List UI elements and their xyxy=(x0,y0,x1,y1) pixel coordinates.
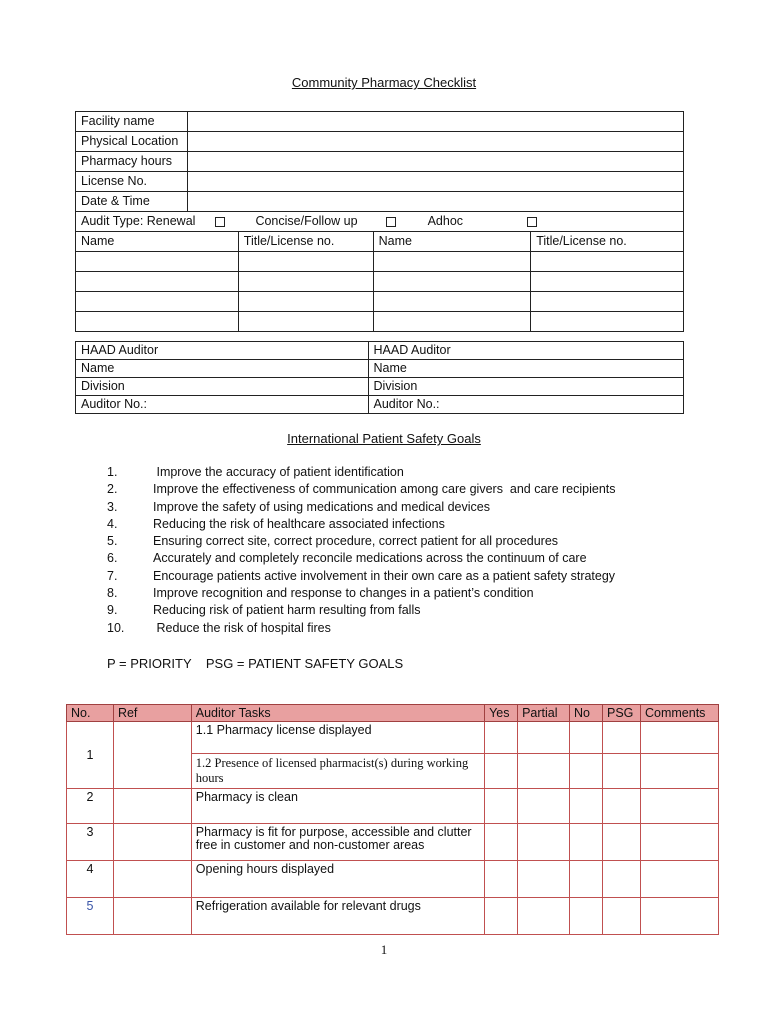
row-number: 5 xyxy=(67,898,114,935)
table-row xyxy=(67,789,719,824)
table-row xyxy=(67,861,719,898)
list-item: 2. Improve the effectiveness of communication among care givers and care recipients xyxy=(107,482,616,497)
staff-cell[interactable] xyxy=(373,292,531,312)
pharmacy-hours-label: Pharmacy hours xyxy=(76,152,188,172)
auditor-name-left: Name xyxy=(76,360,369,378)
list-item: 7. Encourage patients active involvement in their own care as a patient safety strategy xyxy=(107,568,616,583)
psg-cell[interactable] xyxy=(603,861,641,898)
staff-header-title-1: Title/License no. xyxy=(238,232,373,252)
ref-cell[interactable] xyxy=(113,898,191,935)
no-cell[interactable] xyxy=(570,789,603,824)
page-number: 1 xyxy=(380,942,388,957)
no-cell[interactable] xyxy=(570,898,603,935)
col-ref: Ref xyxy=(113,705,191,722)
staff-header-name-2: Name xyxy=(373,232,531,252)
task-text: 1.1 Pharmacy license displayed xyxy=(191,722,484,754)
list-item: 1. Improve the accuracy of patient identification xyxy=(107,465,404,479)
row-number: 3 xyxy=(67,824,114,861)
staff-cell[interactable] xyxy=(373,252,531,272)
partial-cell[interactable] xyxy=(518,722,570,754)
adhoc-label: Adhoc xyxy=(427,214,464,228)
list-item: 4. Reducing the risk of healthcare associated infections xyxy=(107,516,445,531)
psg-cell[interactable] xyxy=(603,722,641,754)
row-number: 4 xyxy=(67,861,114,898)
staff-cell[interactable] xyxy=(238,272,373,292)
comments-cell[interactable] xyxy=(640,898,718,935)
staff-cell[interactable] xyxy=(531,312,684,332)
ref-cell[interactable] xyxy=(113,861,191,898)
staff-cell[interactable] xyxy=(373,312,531,332)
row-number: 1 xyxy=(67,722,114,789)
concise-checkbox[interactable] xyxy=(386,217,396,227)
table-row xyxy=(67,722,719,754)
renewal-checkbox[interactable] xyxy=(215,217,225,227)
staff-header-name-1: Name xyxy=(76,232,239,252)
staff-cell[interactable] xyxy=(238,312,373,332)
date-time-field[interactable] xyxy=(187,192,683,212)
staff-cell[interactable] xyxy=(238,292,373,312)
auditor-label-left: HAAD Auditor xyxy=(76,342,369,360)
audit-type-label: Audit Type: Renewal xyxy=(81,214,196,228)
physical-location-field[interactable] xyxy=(187,132,683,152)
staff-header-title-2: Title/License no. xyxy=(531,232,684,252)
task-text: Pharmacy is fit for purpose, accessible and clutter free in customer and non-customer areas xyxy=(191,824,484,861)
auditor-tasks-table xyxy=(66,704,719,935)
comments-cell[interactable] xyxy=(640,861,718,898)
no-cell[interactable] xyxy=(570,722,603,754)
staff-cell[interactable] xyxy=(531,252,684,272)
license-no-label: License No. xyxy=(76,172,188,192)
staff-cell[interactable] xyxy=(531,272,684,292)
col-partial: Partial xyxy=(518,705,570,722)
license-no-field[interactable] xyxy=(187,172,683,192)
list-item: 5. Ensuring correct site, correct procedure, correct patient for all procedures xyxy=(107,534,559,549)
no-cell[interactable] xyxy=(570,824,603,861)
yes-cell[interactable] xyxy=(485,898,518,935)
partial-cell[interactable] xyxy=(518,789,570,824)
col-yes: Yes xyxy=(485,705,518,722)
list-item: 10. Reduce the risk of hospital fires xyxy=(107,620,331,635)
staff-cell[interactable] xyxy=(76,272,239,292)
partial-cell[interactable] xyxy=(518,824,570,861)
yes-cell[interactable] xyxy=(485,754,518,789)
staff-cell[interactable] xyxy=(76,252,239,272)
ref-cell[interactable] xyxy=(113,824,191,861)
partial-cell[interactable] xyxy=(518,898,570,935)
yes-cell[interactable] xyxy=(485,789,518,824)
auditor-number-left: Auditor No.: xyxy=(76,396,369,414)
table-row xyxy=(67,824,719,861)
auditor-label-right: HAAD Auditor xyxy=(368,342,683,360)
page-title: Community Pharmacy Checklist xyxy=(291,75,477,90)
auditor-division-right: Division xyxy=(368,378,683,396)
comments-cell[interactable] xyxy=(640,789,718,824)
ref-cell[interactable] xyxy=(113,722,191,789)
partial-cell[interactable] xyxy=(518,861,570,898)
table-row xyxy=(67,898,719,935)
staff-cell[interactable] xyxy=(76,292,239,312)
no-cell[interactable] xyxy=(570,754,603,789)
facility-table xyxy=(75,111,684,332)
auditor-table xyxy=(75,341,684,414)
staff-cell[interactable] xyxy=(238,252,373,272)
psg-cell[interactable] xyxy=(603,824,641,861)
no-cell[interactable] xyxy=(570,861,603,898)
task-text: Refrigeration available for relevant drugs xyxy=(191,898,484,935)
partial-cell[interactable] xyxy=(518,754,570,789)
adhoc-checkbox[interactable] xyxy=(527,217,537,227)
psg-cell[interactable] xyxy=(603,898,641,935)
comments-cell[interactable] xyxy=(640,722,718,754)
ref-cell[interactable] xyxy=(113,789,191,824)
task-text: 1.2 Presence of licensed pharmacist(s) during working hours xyxy=(191,754,484,789)
ipsg-title: International Patient Safety Goals xyxy=(287,431,481,446)
row-number: 2 xyxy=(67,789,114,824)
comments-cell[interactable] xyxy=(640,824,718,861)
task-text: Pharmacy is clean xyxy=(191,789,484,824)
auditor-name-right: Name xyxy=(368,360,683,378)
comments-cell[interactable] xyxy=(640,754,718,789)
staff-cell[interactable] xyxy=(373,272,531,292)
date-time-label: Date & Time xyxy=(76,192,188,212)
auditor-division-left: Division xyxy=(76,378,369,396)
yes-cell[interactable] xyxy=(485,861,518,898)
staff-cell[interactable] xyxy=(76,312,239,332)
auditor-number-right: Auditor No.: xyxy=(368,396,683,414)
col-no: No. xyxy=(67,705,114,722)
psg-cell[interactable] xyxy=(603,754,641,789)
facility-name-field[interactable] xyxy=(187,112,683,132)
col-auditor-tasks: Auditor Tasks xyxy=(191,705,484,722)
audit-type-row xyxy=(76,212,684,232)
physical-location-label: Physical Location xyxy=(76,132,188,152)
list-item: 3. Improve the safety of using medications and medical devices xyxy=(107,499,490,514)
legend: P = PRIORITY PSG = PATIENT SAFETY GOALS xyxy=(107,656,404,671)
list-item: 6. Accurately and completely reconcile medications across the continuum of care xyxy=(107,551,587,566)
list-item: 8. Improve recognition and response to changes in a patient’s condition xyxy=(107,586,534,601)
staff-cell[interactable] xyxy=(531,292,684,312)
col-psg: PSG xyxy=(603,705,641,722)
yes-cell[interactable] xyxy=(485,722,518,754)
pharmacy-hours-field[interactable] xyxy=(187,152,683,172)
concise-label: Concise/Follow up xyxy=(255,214,358,228)
col-no-answer: No xyxy=(570,705,603,722)
psg-cell[interactable] xyxy=(603,789,641,824)
yes-cell[interactable] xyxy=(485,824,518,861)
goals-list xyxy=(107,464,616,637)
task-text: Opening hours displayed xyxy=(191,861,484,898)
list-item: 9. Reducing risk of patient harm resulting from falls xyxy=(107,603,421,618)
col-comments: Comments xyxy=(640,705,718,722)
facility-name-label: Facility name xyxy=(76,112,188,132)
